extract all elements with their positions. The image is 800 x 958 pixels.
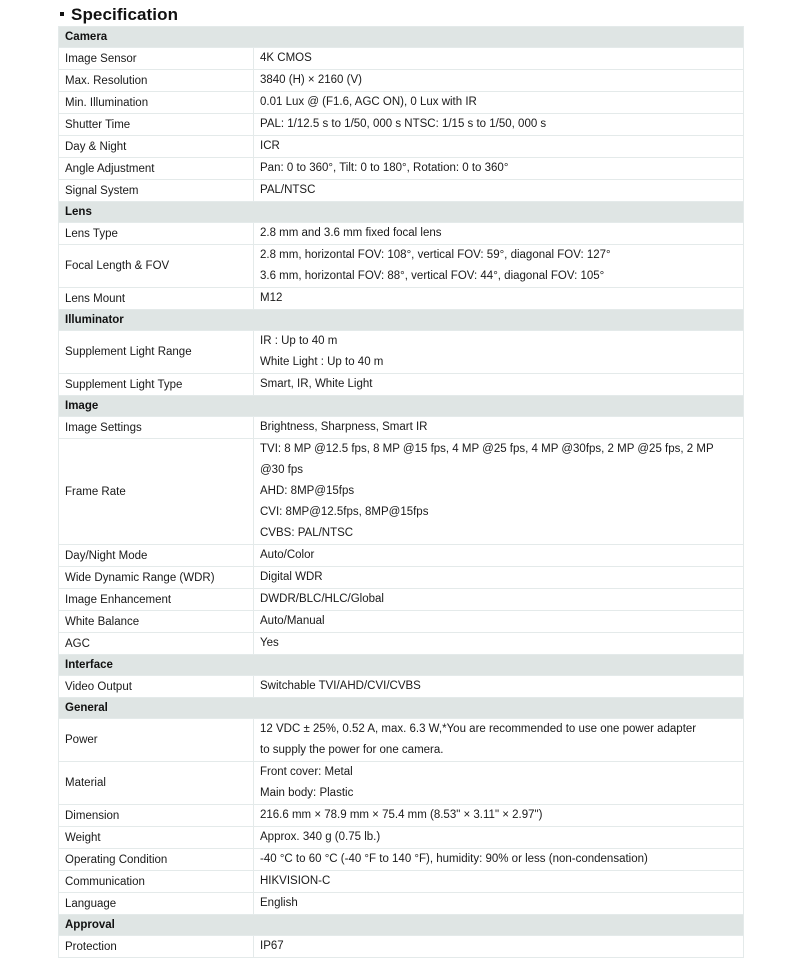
section-title: Lens — [59, 202, 744, 223]
spec-label: Weight — [59, 827, 254, 849]
spec-row — [59, 633, 744, 655]
spec-row — [59, 92, 744, 114]
spec-label: Dimension — [59, 805, 254, 827]
spec-row — [59, 439, 744, 545]
page-title-text: Specification — [71, 5, 179, 24]
spec-value-line: IR : Up to 40 m — [260, 335, 338, 347]
spec-row — [59, 288, 744, 310]
spec-label: Min. Illumination — [59, 92, 254, 114]
spec-label: Material — [59, 762, 254, 805]
section-header-illuminator — [59, 310, 744, 331]
spec-value-line: 2.8 mm and 3.6 mm fixed focal lens — [260, 227, 442, 239]
section-header-approval — [59, 915, 744, 936]
spec-value — [254, 545, 744, 567]
spec-value-line: M12 — [260, 292, 283, 304]
section-title: General — [59, 698, 744, 719]
spec-row — [59, 545, 744, 567]
spec-value — [254, 849, 744, 871]
section-title: Illuminator — [59, 310, 744, 331]
spec-value-line: Brightness, Sharpness, Smart IR — [260, 421, 428, 433]
spec-label: Lens Type — [59, 223, 254, 245]
spec-value — [254, 589, 744, 611]
spec-value — [254, 288, 744, 310]
square-bullet-icon — [60, 12, 64, 16]
spec-label: Image Sensor — [59, 48, 254, 70]
spec-value-line: CVBS: PAL/NTSC — [260, 527, 354, 539]
spec-label: Image Settings — [59, 417, 254, 439]
spec-value — [254, 48, 744, 70]
spec-value — [254, 223, 744, 245]
spec-label: AGC — [59, 633, 254, 655]
section-header-camera — [59, 27, 744, 48]
spec-label: Protection — [59, 936, 254, 958]
spec-row — [59, 114, 744, 136]
spec-value-line: Main body: Plastic — [260, 787, 354, 799]
spec-value — [254, 417, 744, 439]
spec-label: Shutter Time — [59, 114, 254, 136]
spec-value — [254, 633, 744, 655]
spec-value-line: Approx. 340 g (0.75 lb.) — [260, 831, 381, 843]
spec-value — [254, 805, 744, 827]
section-header-interface — [59, 655, 744, 676]
spec-value-line: TVI: 8 MP @12.5 fps, 8 MP @15 fps, 4 MP @25 fps, 4 MP @30fps, 2 MP @25 fps, 2 MP — [260, 443, 714, 455]
specification-table-body — [59, 27, 744, 958]
spec-value-line: 0.01 Lux @ (F1.6, AGC ON), 0 Lux with IR — [260, 96, 477, 108]
spec-label: Language — [59, 893, 254, 915]
spec-value-line: Yes — [260, 637, 279, 649]
spec-value — [254, 893, 744, 915]
spec-label: Power — [59, 719, 254, 762]
section-title: Image — [59, 396, 744, 417]
spec-row — [59, 676, 744, 698]
spec-value — [254, 92, 744, 114]
spec-value-line: HIKVISION-C — [260, 875, 331, 887]
spec-value-line: to supply the power for one camera. — [260, 744, 444, 756]
spec-value-line: PAL/NTSC — [260, 184, 316, 196]
spec-value-line: IP67 — [260, 940, 284, 952]
spec-value-line: 4K CMOS — [260, 52, 312, 64]
spec-value — [254, 331, 744, 374]
spec-value-line: English — [260, 897, 298, 909]
section-header-general — [59, 698, 744, 719]
spec-value-line: AHD: 8MP@15fps — [260, 485, 355, 497]
spec-row — [59, 223, 744, 245]
spec-row — [59, 719, 744, 762]
spec-value — [254, 70, 744, 92]
spec-value — [254, 567, 744, 589]
spec-value-line: 12 VDC ± 25%, 0.52 A, max. 6.3 W,*You are recommended to use one power adapter — [260, 723, 697, 735]
spec-label: Signal System — [59, 180, 254, 202]
spec-label: Day/Night Mode — [59, 545, 254, 567]
spec-value — [254, 136, 744, 158]
spec-row — [59, 245, 744, 288]
spec-row — [59, 849, 744, 871]
spec-value — [254, 762, 744, 805]
spec-value — [254, 936, 744, 958]
spec-label: Video Output — [59, 676, 254, 698]
spec-value-line: White Light : Up to 40 m — [260, 356, 384, 368]
spec-label: Communication — [59, 871, 254, 893]
spec-value — [254, 158, 744, 180]
page-title — [60, 3, 178, 27]
spec-value-line: 3.6 mm, horizontal FOV: 88°, vertical FOV: 44°, diagonal FOV: 105° — [260, 270, 605, 282]
spec-label: Operating Condition — [59, 849, 254, 871]
spec-label: Image Enhancement — [59, 589, 254, 611]
spec-value — [254, 439, 744, 545]
spec-row — [59, 158, 744, 180]
spec-value — [254, 676, 744, 698]
spec-row — [59, 936, 744, 958]
spec-value-line: CVI: 8MP@12.5fps, 8MP@15fps — [260, 506, 429, 518]
spec-value — [254, 180, 744, 202]
spec-label: White Balance — [59, 611, 254, 633]
spec-row — [59, 762, 744, 805]
spec-row — [59, 805, 744, 827]
spec-value-line: Auto/Manual — [260, 615, 325, 627]
spec-value-line: Front cover: Metal — [260, 766, 353, 778]
spec-value — [254, 114, 744, 136]
spec-value — [254, 719, 744, 762]
spec-value-line: PAL: 1/12.5 s to 1/50, 000 s NTSC: 1/15 s to 1/50, 000 s — [260, 118, 547, 130]
spec-value-line: DWDR/BLC/HLC/Global — [260, 593, 384, 605]
spec-row — [59, 417, 744, 439]
spec-value-line: ICR — [260, 140, 280, 152]
spec-label: Max. Resolution — [59, 70, 254, 92]
spec-row — [59, 70, 744, 92]
spec-value-line: 2.8 mm, horizontal FOV: 108°, vertical FOV: 59°, diagonal FOV: 127° — [260, 249, 611, 261]
spec-value-line: Smart, IR, White Light — [260, 378, 373, 390]
section-title: Camera — [59, 27, 744, 48]
spec-value-line: @30 fps — [260, 464, 304, 476]
spec-row — [59, 567, 744, 589]
spec-row — [59, 136, 744, 158]
spec-row — [59, 331, 744, 374]
section-title: Interface — [59, 655, 744, 676]
spec-value — [254, 871, 744, 893]
spec-row — [59, 589, 744, 611]
spec-label: Wide Dynamic Range (WDR) — [59, 567, 254, 589]
spec-value-line: Digital WDR — [260, 571, 323, 583]
spec-row — [59, 893, 744, 915]
spec-value — [254, 245, 744, 288]
section-title: Approval — [59, 915, 744, 936]
spec-row — [59, 871, 744, 893]
spec-value-line: 3840 (H) × 2160 (V) — [260, 74, 362, 86]
spec-label: Lens Mount — [59, 288, 254, 310]
specification-table — [58, 26, 744, 958]
spec-label: Supplement Light Range — [59, 331, 254, 374]
spec-value — [254, 374, 744, 396]
spec-row — [59, 374, 744, 396]
spec-value-line: Switchable TVI/AHD/CVI/CVBS — [260, 680, 421, 692]
spec-value-line: Auto/Color — [260, 549, 315, 561]
spec-label: Supplement Light Type — [59, 374, 254, 396]
spec-value — [254, 827, 744, 849]
spec-value — [254, 611, 744, 633]
spec-row — [59, 48, 744, 70]
spec-value-line: Pan: 0 to 360°, Tilt: 0 to 180°, Rotation: 0 to 360° — [260, 162, 509, 174]
spec-row — [59, 611, 744, 633]
spec-value-line: -40 °C to 60 °C (-40 °F to 140 °F), humidity: 90% or less (non-condensation) — [260, 853, 648, 865]
spec-label: Focal Length & FOV — [59, 245, 254, 288]
spec-row — [59, 180, 744, 202]
spec-label: Day & Night — [59, 136, 254, 158]
spec-label: Frame Rate — [59, 439, 254, 545]
spec-row — [59, 827, 744, 849]
spec-value-line: 216.6 mm × 78.9 mm × 75.4 mm (8.53" × 3.11" × 2.97") — [260, 809, 543, 821]
section-header-lens — [59, 202, 744, 223]
section-header-image — [59, 396, 744, 417]
spec-label: Angle Adjustment — [59, 158, 254, 180]
